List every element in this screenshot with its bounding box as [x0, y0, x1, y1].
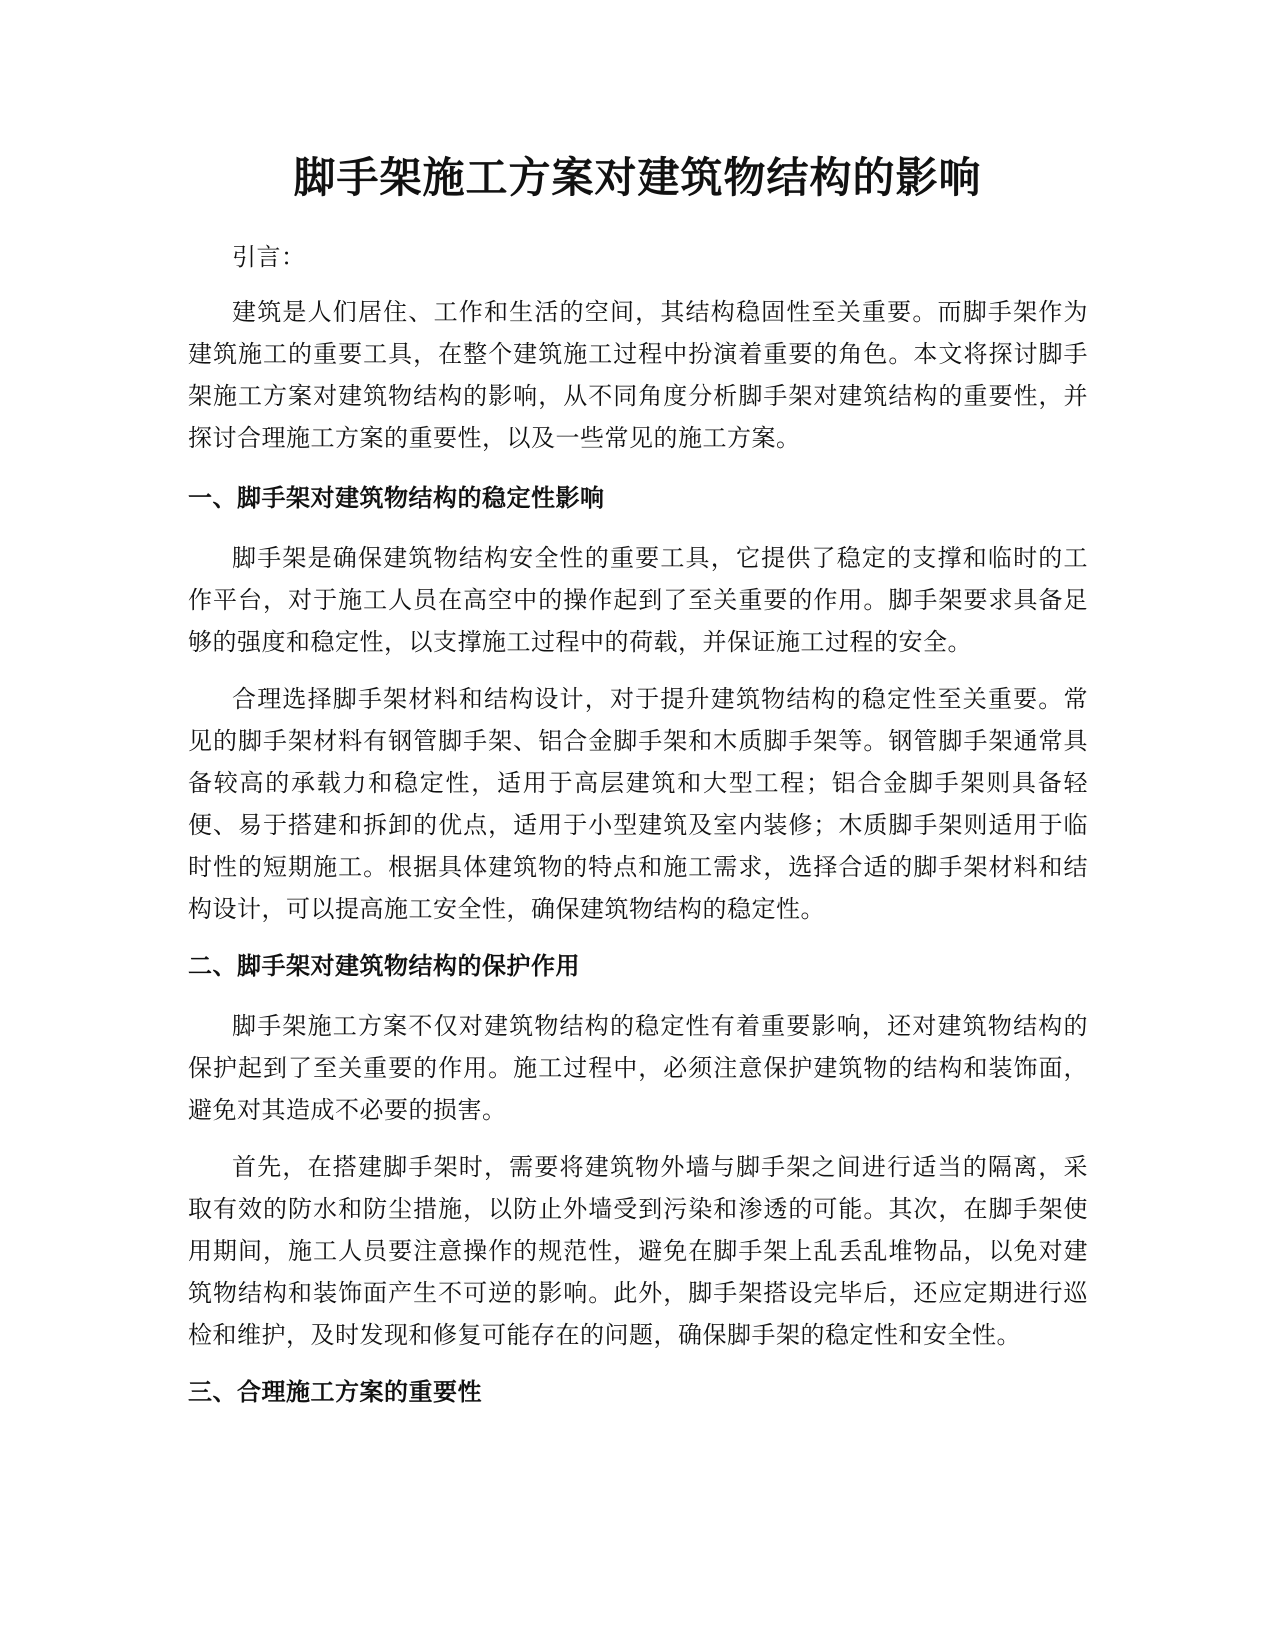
section-2-paragraph-2: 首先，在搭建脚手架时，需要将建筑物外墙与脚手架之间进行适当的隔离，采取有效的防水和防尘措施，以防止外墙受到污染和渗透的可能。其次，在脚手架使用期间，施工人员要注意操作的规范性，避免在脚手架上乱丢乱堆物品，以免对建筑物结构和装饰面产生不可逆的影响。此外，脚手架搭设完毕后，还应定期进行巡检和维护，及时发现和修复可能存在的问题，确保脚手架的稳定性和安全性。	[188, 1153, 1088, 1349]
intro-label: 引言：	[232, 243, 306, 271]
section-2-heading: 二、脚手架对建筑物结构的保护作用	[188, 952, 580, 980]
section-2-paragraph-1: 脚手架施工方案不仅对建筑物结构的稳定性有着重要影响，还对建筑物结构的保护起到了至关重要的作用。施工过程中，必须注意保护建筑物的结构和装饰面，避免对其造成不必要的损害。	[188, 1012, 1088, 1124]
section-1-paragraph-2: 合理选择脚手架材料和结构设计，对于提升建筑物结构的稳定性至关重要。常见的脚手架材料有钢管脚手架、铝合金脚手架和木质脚手架等。钢管脚手架通常具备较高的承载力和稳定性，适用于高层建筑和大型工程；铝合金脚手架则具备轻便、易于搭建和拆卸的优点，适用于小型建筑及室内装修；木质脚手架则适用于临时性的短期施工。根据具体建筑物的特点和施工需求，选择合适的脚手架材料和结构设计，可以提高施工安全性，确保建筑物结构的稳定性。	[188, 685, 1088, 923]
section-1-paragraph-1: 脚手架是确保建筑物结构安全性的重要工具，它提供了稳定的支撑和临时的工作平台，对于施工人员在高空中的操作起到了至关重要的作用。脚手架要求具备足够的强度和稳定性，以支撑施工过程中的荷载，并保证施工过程的安全。	[188, 544, 1088, 656]
document-title: 脚手架施工方案对建筑物结构的影响	[293, 153, 982, 202]
section-1-heading: 一、脚手架对建筑物结构的稳定性影响	[188, 484, 605, 512]
intro-paragraph: 建筑是人们居住、工作和生活的空间，其结构稳固性至关重要。而脚手架作为建筑施工的重要工具，在整个建筑施工过程中扮演着重要的角色。本文将探讨脚手架施工方案对建筑物结构的影响，从不同角度分析脚手架对建筑结构的重要性，并探讨合理施工方案的重要性，以及一些常见的施工方案。	[188, 298, 1088, 452]
section-3-heading: 三、合理施工方案的重要性	[188, 1378, 482, 1406]
